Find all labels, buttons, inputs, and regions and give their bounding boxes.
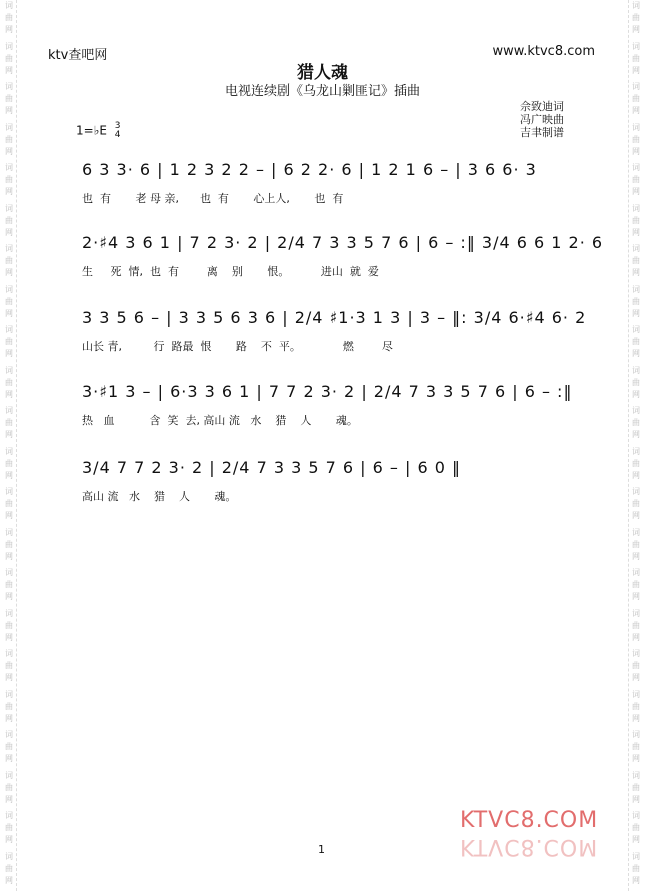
side-watermark-char: 网 bbox=[632, 187, 640, 196]
side-watermark-char: 词 bbox=[5, 608, 13, 618]
side-watermark-char: 曲 bbox=[632, 701, 640, 711]
lyric-line: 高山 流 水 猎 人 魂。 bbox=[82, 490, 237, 503]
side-watermark-char: 词 bbox=[632, 406, 640, 415]
side-watermark-char: 曲 bbox=[5, 620, 13, 630]
side-watermark-char: 词 bbox=[632, 446, 640, 456]
side-watermark-char: 网 bbox=[632, 592, 640, 601]
side-watermark-char: 曲 bbox=[632, 296, 640, 306]
side-watermark-char: 网 bbox=[5, 227, 13, 237]
side-watermark-char: 曲 bbox=[632, 175, 640, 184]
side-watermark-char: 曲 bbox=[632, 742, 640, 751]
side-watermark-char: 词 bbox=[632, 325, 640, 334]
side-watermark-char: 网 bbox=[632, 389, 640, 399]
side-watermark-char: 曲 bbox=[632, 377, 640, 387]
side-watermark-char: 曲 bbox=[5, 539, 13, 549]
side-watermark-char: 曲 bbox=[632, 53, 640, 63]
side-watermark-char: 曲 bbox=[5, 134, 13, 144]
side-watermark-char: 网 bbox=[5, 470, 13, 480]
side-watermark-char: 曲 bbox=[5, 823, 13, 832]
side-watermark-char: 网 bbox=[632, 65, 640, 75]
side-watermark-char: 网 bbox=[5, 268, 13, 277]
side-watermark-char: 网 bbox=[632, 106, 640, 115]
side-watermark-char: 词 bbox=[5, 446, 13, 456]
side-watermark-char: 曲 bbox=[5, 94, 13, 103]
side-watermark-char: 曲 bbox=[5, 296, 13, 306]
side-watermark-char: 曲 bbox=[5, 782, 13, 792]
side-watermark-char: 网 bbox=[5, 430, 13, 439]
side-watermark-char: 网 bbox=[632, 754, 640, 763]
side-watermark-char: 网 bbox=[632, 875, 640, 885]
key-label: 1=♭E bbox=[76, 123, 107, 138]
side-watermark-char: 曲 bbox=[5, 701, 13, 711]
side-watermark-char: 网 bbox=[5, 592, 13, 601]
side-watermark-char: 网 bbox=[5, 673, 13, 682]
side-watermark-char: 词 bbox=[632, 527, 640, 537]
side-watermark-char: 词 bbox=[5, 649, 13, 658]
side-watermark-char: 曲 bbox=[5, 337, 13, 346]
side-watermark-char: 词 bbox=[632, 689, 640, 699]
side-watermark-char: 网 bbox=[5, 875, 13, 885]
side-watermark-char: 曲 bbox=[632, 13, 640, 22]
side-watermark-char: 网 bbox=[5, 551, 13, 561]
side-watermark-char: 词 bbox=[632, 244, 640, 253]
lyric-line: 山长 青, 行 路最 恨 路 不 平。 燃 尽 bbox=[82, 340, 393, 353]
side-watermark-char: 词 bbox=[5, 487, 13, 496]
side-watermark-char: 词 bbox=[632, 41, 640, 51]
side-watermark-char: 网 bbox=[632, 632, 640, 642]
side-watermark-char: 词 bbox=[632, 487, 640, 496]
side-watermark-char: 词 bbox=[5, 203, 13, 213]
brand-left: ktv查吧网 bbox=[48, 48, 108, 63]
side-watermark-char: 曲 bbox=[5, 661, 13, 670]
side-watermark-char: 词 bbox=[5, 365, 13, 375]
notation-line: 3 3 5 6 – | 3 3 5 6 3 6 | 2/4 ♯1·3 1 3 | 3 – ‖: 3/4 6·♯4 6· 2 bbox=[82, 308, 587, 327]
side-watermark-char: 词 bbox=[632, 203, 640, 213]
side-watermark-char: 网 bbox=[632, 227, 640, 237]
page-number: 1 bbox=[318, 843, 325, 856]
side-watermark-char: 曲 bbox=[5, 377, 13, 387]
side-watermark-char: 词 bbox=[5, 770, 13, 780]
side-watermark-char: 网 bbox=[5, 146, 13, 156]
side-watermark-char: 网 bbox=[5, 794, 13, 804]
side-watermark-char: 词 bbox=[632, 649, 640, 658]
lyric-line: 生 死 情, 也 有 离 别 恨。 进山 就 爱 bbox=[82, 265, 379, 278]
side-watermark-char: 词 bbox=[632, 568, 640, 577]
side-watermark-char: 曲 bbox=[5, 580, 13, 589]
right-side-watermark bbox=[628, 0, 643, 891]
side-watermark-char: 曲 bbox=[5, 418, 13, 427]
side-watermark-char: 词 bbox=[5, 730, 13, 739]
side-watermark-char: 网 bbox=[5, 25, 13, 34]
side-watermark-char: 词 bbox=[632, 365, 640, 375]
side-watermark-char: 网 bbox=[632, 146, 640, 156]
side-watermark-char: 网 bbox=[632, 511, 640, 520]
side-watermark-char: 网 bbox=[632, 673, 640, 682]
side-watermark-char: 曲 bbox=[5, 53, 13, 63]
side-watermark-char: 曲 bbox=[5, 175, 13, 184]
side-watermark-char: 网 bbox=[632, 835, 640, 844]
notation-line: 6 3 3· 6 | 1 2 3 2 2 – | 6 2 2· 6 | 1 2 1 6 – | 3 6 6· 3 bbox=[82, 160, 537, 179]
side-watermark-char: 网 bbox=[5, 187, 13, 196]
transcriber-credit: 吉聿制谱 bbox=[520, 126, 564, 139]
composer-credit: 冯广映曲 bbox=[520, 113, 564, 126]
side-watermark-char: 曲 bbox=[632, 418, 640, 427]
side-watermark-char: 曲 bbox=[632, 661, 640, 670]
side-watermark-char: 词 bbox=[5, 325, 13, 334]
side-watermark-char: 词 bbox=[5, 41, 13, 51]
side-watermark-char: 词 bbox=[5, 811, 13, 820]
side-watermark-char: 词 bbox=[5, 1, 13, 10]
side-watermark-char: 词 bbox=[5, 284, 13, 294]
side-watermark-char: 网 bbox=[632, 713, 640, 723]
side-watermark-char: 曲 bbox=[632, 863, 640, 873]
side-watermark-char: 网 bbox=[632, 551, 640, 561]
side-watermark-char: 词 bbox=[5, 527, 13, 537]
side-watermark-char: 词 bbox=[5, 689, 13, 699]
side-watermark-char: 曲 bbox=[5, 742, 13, 751]
side-watermark-char: 网 bbox=[5, 308, 13, 318]
side-watermark-char: 曲 bbox=[632, 782, 640, 792]
song-subtitle: 电视连续剧《乌龙山剿匪记》插曲 bbox=[224, 84, 420, 99]
score-row-4 bbox=[82, 382, 582, 442]
side-watermark-char: 曲 bbox=[632, 256, 640, 265]
side-watermark-char: 曲 bbox=[632, 337, 640, 346]
side-watermark-char: 曲 bbox=[632, 215, 640, 225]
side-watermark-char: 网 bbox=[5, 106, 13, 115]
credits bbox=[520, 100, 564, 139]
side-watermark-char: 词 bbox=[632, 82, 640, 91]
side-watermark-char: 曲 bbox=[632, 458, 640, 468]
key-signature bbox=[76, 122, 121, 140]
side-watermark-char: 曲 bbox=[632, 823, 640, 832]
side-watermark-char: 网 bbox=[632, 430, 640, 439]
brand-url[interactable]: www.ktvc8.com bbox=[492, 44, 595, 59]
side-watermark-char: 网 bbox=[5, 349, 13, 358]
score-row-3 bbox=[82, 308, 587, 368]
time-signature: 3 4 bbox=[114, 121, 121, 140]
side-watermark-char: 曲 bbox=[632, 134, 640, 144]
side-watermark-char: 曲 bbox=[632, 620, 640, 630]
side-watermark-char: 网 bbox=[5, 65, 13, 75]
side-watermark-char: 词 bbox=[5, 163, 13, 172]
side-watermark-char: 曲 bbox=[5, 863, 13, 873]
score-row-5 bbox=[82, 458, 582, 518]
site-logo-watermark: KTVC8.COM bbox=[460, 808, 599, 833]
side-watermark-char: 曲 bbox=[5, 499, 13, 508]
side-watermark-char: 词 bbox=[632, 770, 640, 780]
side-watermark-char: 词 bbox=[632, 163, 640, 172]
song-title: 猎人魂 bbox=[297, 63, 348, 83]
side-watermark-char: 网 bbox=[5, 754, 13, 763]
side-watermark-char: 曲 bbox=[632, 539, 640, 549]
side-watermark-char: 曲 bbox=[5, 458, 13, 468]
lyric-line: 热 血 含 笑 去, 高山 流 水 猎 人 魂。 bbox=[82, 414, 358, 427]
left-side-watermark bbox=[2, 0, 17, 891]
side-watermark-char: 词 bbox=[5, 851, 13, 861]
side-watermark-char: 曲 bbox=[5, 256, 13, 265]
side-watermark-char: 词 bbox=[5, 568, 13, 577]
side-watermark-char: 词 bbox=[632, 811, 640, 820]
notation-line: 2·♯4 3 6 1 | 7 2 3· 2 | 2/4 7 3 3 5 7 6 | 6 – :‖ 3/4 6 6 1 2· 6 bbox=[82, 233, 604, 252]
side-watermark-char: 词 bbox=[632, 284, 640, 294]
side-watermark-char: 词 bbox=[632, 730, 640, 739]
site-logo-reflection: KTVC8.COM bbox=[460, 834, 599, 859]
side-watermark-char: 词 bbox=[5, 82, 13, 91]
side-watermark-char: 网 bbox=[5, 632, 13, 642]
side-watermark-char: 网 bbox=[632, 794, 640, 804]
notation-line: 3·♯1 3 – | 6·3 3 6 1 | 7 7 2 3· 2 | 2/4 7 3 3 5 7 6 | 6 – :‖ bbox=[82, 382, 573, 401]
side-watermark-char: 网 bbox=[5, 835, 13, 844]
side-watermark-char: 曲 bbox=[5, 215, 13, 225]
score-row-2 bbox=[82, 233, 604, 293]
side-watermark-char: 词 bbox=[632, 1, 640, 10]
side-watermark-char: 曲 bbox=[632, 94, 640, 103]
lyricist-credit: 佘致迪词 bbox=[520, 100, 564, 113]
score-row-1 bbox=[82, 160, 582, 220]
side-watermark-char: 词 bbox=[5, 122, 13, 132]
side-watermark-char: 曲 bbox=[632, 580, 640, 589]
notation-line: 3/4 7 7 2 3· 2 | 2/4 7 3 3 5 7 6 | 6 – | 6 0 ‖ bbox=[82, 458, 461, 477]
side-watermark-char: 曲 bbox=[632, 499, 640, 508]
side-watermark-char: 词 bbox=[5, 244, 13, 253]
side-watermark-char: 网 bbox=[632, 25, 640, 34]
side-watermark-char: 网 bbox=[632, 470, 640, 480]
side-watermark-char: 词 bbox=[632, 851, 640, 861]
side-watermark-char: 网 bbox=[632, 349, 640, 358]
side-watermark-char: 网 bbox=[632, 268, 640, 277]
side-watermark-char: 网 bbox=[5, 511, 13, 520]
side-watermark-char: 网 bbox=[5, 389, 13, 399]
lyric-line: 也 有 老 母 亲, 也 有 心上人, 也 有 bbox=[82, 192, 344, 205]
side-watermark-char: 网 bbox=[5, 713, 13, 723]
side-watermark-char: 词 bbox=[632, 122, 640, 132]
side-watermark-char: 曲 bbox=[5, 13, 13, 22]
side-watermark-char: 词 bbox=[632, 608, 640, 618]
side-watermark-char: 网 bbox=[632, 308, 640, 318]
side-watermark-char: 词 bbox=[5, 406, 13, 415]
